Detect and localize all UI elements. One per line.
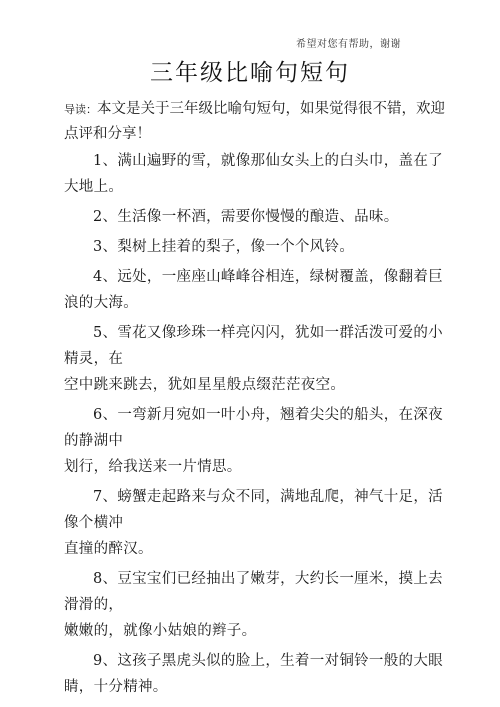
item-text: 7、螃蟹走起路来与众不同，满地乱爬，神气十足，活像个横冲	[64, 489, 443, 531]
item-text: 9、这孩子黑虎头似的脸上，生着一对铜铃一般的大眼睛，十分精神。	[64, 653, 443, 695]
list-item	[64, 234, 454, 260]
item-text: 1、满山遍野的雪，就像那仙女头上的白头巾，盖在了大地上。	[64, 153, 443, 195]
item-text: 4、远处，一座座山峰峰谷相连，绿树覆盖，像翻着巨浪的大海。	[64, 269, 443, 311]
item-continuation: 划行，给我送来一片情思。	[64, 459, 242, 475]
item-continuation: 直撞的醉汉。	[64, 541, 153, 557]
list-item	[64, 566, 454, 644]
intro-lead: 导读：	[64, 103, 97, 116]
item-text: 6、一弯新月宛如一叶小舟，翘着尖尖的船头，在深夜的静湖中	[64, 407, 443, 449]
list-item	[64, 402, 454, 480]
item-continuation: 嫩嫩的，就像小姑娘的辫子。	[64, 623, 257, 639]
list-item	[64, 204, 454, 230]
item-text: 2、生活像一杯酒，需要你慢慢的酿造、品味。	[93, 209, 399, 225]
item-text: 5、雪花又像珍珠一样亮闪闪，犹如一群活泼可爱的小精灵，在	[64, 325, 443, 367]
list-item	[64, 648, 454, 700]
list-item	[64, 148, 454, 200]
intro-paragraph	[64, 97, 454, 146]
item-text: 3、梨树上挂着的梨子，像一个个风铃。	[93, 239, 355, 255]
sentence-list	[64, 148, 454, 704]
item-continuation: 空中跳来跳去，犹如星星般点缀茫茫夜空。	[64, 377, 346, 393]
intro-text: 本文是关于三年级比喻句短句，如果觉得很不错，欢迎点评和分享！	[64, 101, 445, 142]
item-text: 8、豆宝宝们已经抽出了嫩芽，大约长一厘米，摸上去滑滑的，	[64, 571, 443, 613]
list-item	[64, 484, 454, 562]
list-item	[64, 320, 454, 398]
list-item	[64, 264, 454, 316]
page-title: 三年级比喻句短句	[150, 60, 350, 86]
header-note: 希望对您有帮助，谢谢	[296, 39, 401, 50]
